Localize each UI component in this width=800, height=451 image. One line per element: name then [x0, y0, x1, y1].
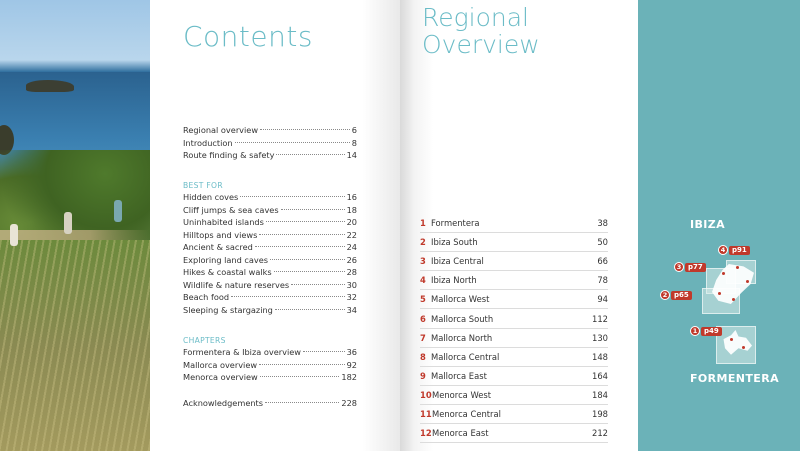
location-pin[interactable] — [736, 266, 739, 269]
regional-overview-page — [400, 0, 638, 451]
region-row[interactable]: 8 Mallorca Central 148 — [420, 348, 608, 367]
map-badge-p49[interactable]: 1 p49 — [690, 326, 722, 336]
toc-entry[interactable]: Cliff jumps & sea caves 18 — [183, 204, 357, 215]
map-badge-p65[interactable]: 2 p65 — [660, 290, 692, 300]
toc-entry[interactable]: Exploring land caves 26 — [183, 254, 357, 265]
toc-entry[interactable]: Introduction 8 — [183, 137, 357, 148]
toc-entry[interactable]: Beach food 32 — [183, 292, 357, 302]
toc-entry[interactable]: Wildlife & nature reserves 30 — [183, 279, 357, 290]
location-pin[interactable] — [718, 292, 721, 295]
toc-entry[interactable]: Formentera & Ibiza overview 36 — [183, 347, 357, 357]
toc-entry[interactable]: Hikes & coastal walks 28 — [183, 267, 357, 277]
hiker-figure — [64, 212, 72, 234]
toc-entry[interactable]: Sleeping & stargazing 34 — [183, 304, 357, 315]
contents-title: Contents — [183, 20, 313, 53]
hiker-figure — [10, 224, 18, 246]
toc-extras — [183, 397, 357, 410]
region-row[interactable]: 11 Menorca Central 198 — [420, 405, 608, 424]
toc-entry[interactable]: Hilltops and views 22 — [183, 229, 357, 240]
region-row[interactable]: 6 Mallorca South 112 — [420, 309, 608, 328]
region-row[interactable]: 3 Ibiza Central 66 — [420, 252, 608, 271]
region-list — [420, 214, 608, 443]
toc-entry[interactable]: Regional overview 6 — [183, 125, 357, 135]
toc-entry[interactable]: Hidden coves 16 — [183, 192, 357, 202]
region-row[interactable]: 9 Mallorca East 164 — [420, 367, 608, 386]
region-row[interactable]: 10 Menorca West 184 — [420, 386, 608, 405]
ibiza-label: IBIZA — [690, 218, 726, 231]
region-row[interactable]: 1 Formentera 38 — [420, 214, 608, 233]
location-pin[interactable] — [732, 298, 735, 301]
chapters-heading: CHAPTERS — [183, 336, 226, 345]
islet-rock — [26, 80, 74, 92]
island-map-panel — [638, 0, 800, 451]
best-for-heading: BEST FOR — [183, 181, 223, 190]
region-row[interactable]: 7 Mallorca North 130 — [420, 329, 608, 348]
map-badge-p91[interactable]: 4 p91 — [718, 245, 750, 255]
toc-chapters — [183, 335, 357, 384]
formentera-label: FORMENTERA — [690, 372, 780, 385]
region-row[interactable]: 5 Mallorca West 94 — [420, 290, 608, 309]
toc-entry[interactable]: Route finding & safety 14 — [183, 150, 357, 160]
location-pin[interactable] — [722, 272, 725, 275]
hiker-figure — [114, 200, 122, 222]
toc-entry[interactable]: Mallorca overview 92 — [183, 359, 357, 370]
overview-title: Regional Overview — [422, 3, 540, 59]
region-row[interactable]: 2 Ibiza South 50 — [420, 233, 608, 252]
location-pin[interactable] — [746, 280, 749, 283]
map-badge-p77[interactable]: 3 p77 — [674, 262, 706, 272]
coastal-photo — [0, 0, 150, 451]
toc-entry[interactable]: Uninhabited islands 20 — [183, 217, 357, 227]
toc-intro — [183, 124, 357, 162]
toc-entry[interactable]: Acknowledgements 228 — [183, 398, 357, 408]
toc-best-for — [183, 180, 357, 316]
location-pin[interactable] — [742, 346, 745, 349]
contents-page — [150, 0, 400, 451]
region-row[interactable]: 4 Ibiza North 78 — [420, 271, 608, 290]
location-pin[interactable] — [730, 338, 733, 341]
region-row[interactable]: 12 Menorca East 212 — [420, 424, 608, 443]
toc-entry[interactable]: Ancient & sacred 24 — [183, 242, 357, 252]
toc-entry[interactable]: Menorca overview 182 — [183, 372, 357, 382]
